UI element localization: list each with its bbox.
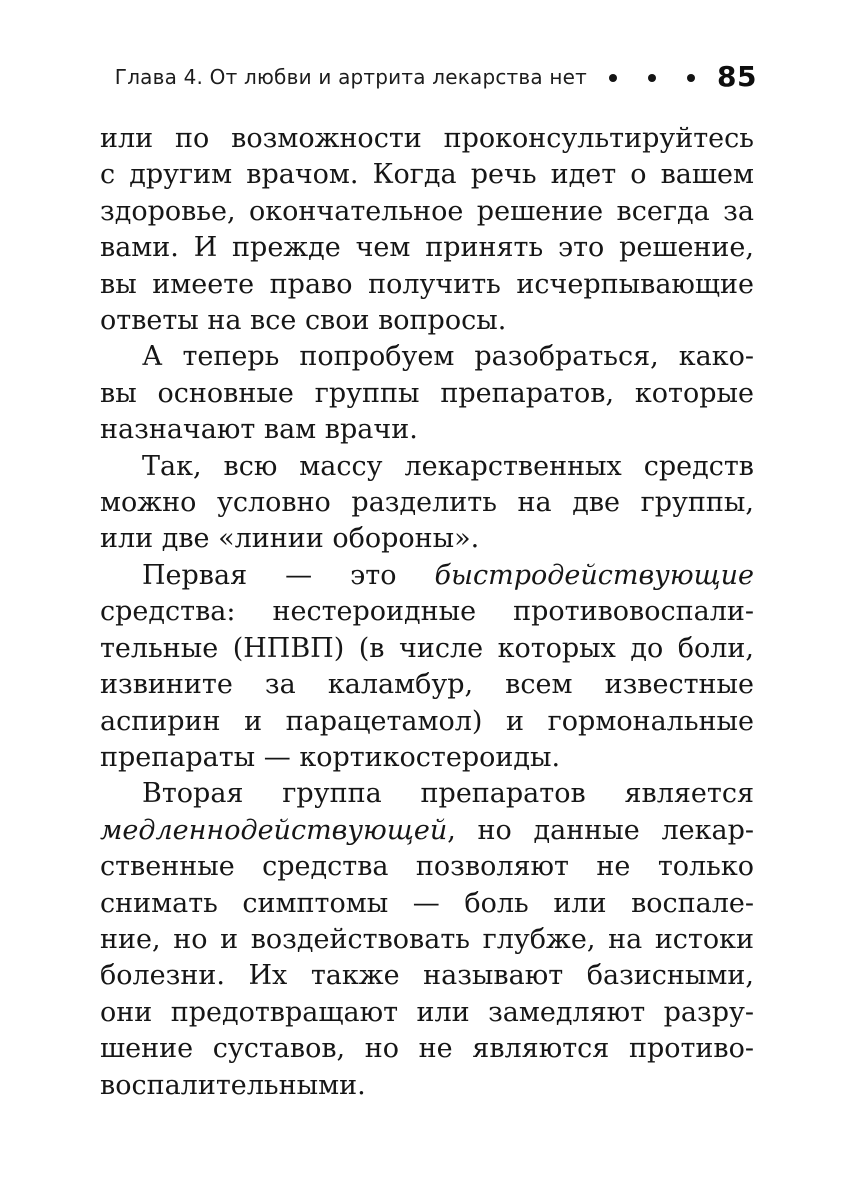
- paragraph: [100, 339, 754, 448]
- body-text: [100, 121, 754, 1104]
- text-line: средства: нестероидные противовоспали-: [100, 596, 754, 628]
- text-line: с другим врачом. Когда речь идет о вашем: [100, 159, 754, 191]
- text-line: препараты — кортикостероиды.: [100, 741, 561, 773]
- text-line: снимать симптомы — боль или воспале-: [100, 887, 754, 919]
- text-line: аспирин и парацетамол) и гормональные: [100, 705, 754, 737]
- text-line: или по возможности проконсультируйтесь: [100, 123, 754, 154]
- paragraph: [100, 121, 754, 339]
- text-line: ственные средства позволяют не только: [100, 851, 754, 883]
- header-dots: [609, 72, 695, 82]
- chapter-title: Глава 4. От любви и артрита лекарства нет: [114, 64, 588, 89]
- paragraph: [100, 776, 754, 1104]
- text-line: ние, но и воздействовать глубже, на истоки: [100, 923, 754, 955]
- text-line: назначают вам врачи.: [100, 414, 418, 446]
- text-line: здоровье, окончательное решение всегда за: [100, 195, 754, 227]
- paragraph: [100, 558, 754, 776]
- page-number: 85: [717, 60, 757, 93]
- text-line: ответы на все свои вопросы.: [100, 305, 507, 337]
- text-line: воспалительными.: [100, 1069, 366, 1101]
- separator-dot-icon: [687, 74, 695, 82]
- paragraph: [100, 449, 754, 558]
- text-line: вами. И прежде чем принять это решение,: [100, 232, 754, 264]
- text-line: шение суставов, но не являются противо-: [100, 1033, 754, 1065]
- text-line: Первая — это быстродействующие: [142, 559, 754, 591]
- text-line: они предотвращают или замедляют разру-: [100, 996, 754, 1028]
- text-line: болезни. Их также называют базисными,: [100, 960, 754, 992]
- text-line: тельные (НПВП) (в числе которых до боли,: [100, 632, 754, 664]
- text-line: медленнодействующей, но данные лекар-: [100, 814, 754, 846]
- text-line: Так, всю массу лекарственных средств: [142, 450, 754, 482]
- text-line: или две «линии обороны».: [100, 523, 480, 555]
- running-head: [100, 60, 757, 93]
- text-line: Вторая группа препаратов является: [142, 778, 754, 810]
- text-line: можно условно разделить на две группы,: [100, 487, 754, 519]
- separator-dot-icon: [648, 74, 656, 82]
- separator-dot-icon: [609, 74, 617, 82]
- text-line: вы имеете право получить исчерпывающие: [100, 268, 754, 300]
- text-line: извините за каламбур, всем известные: [100, 669, 754, 701]
- text-line: вы основные группы препаратов, которые: [100, 377, 754, 409]
- text-line: А теперь попробуем разобраться, како-: [142, 341, 754, 373]
